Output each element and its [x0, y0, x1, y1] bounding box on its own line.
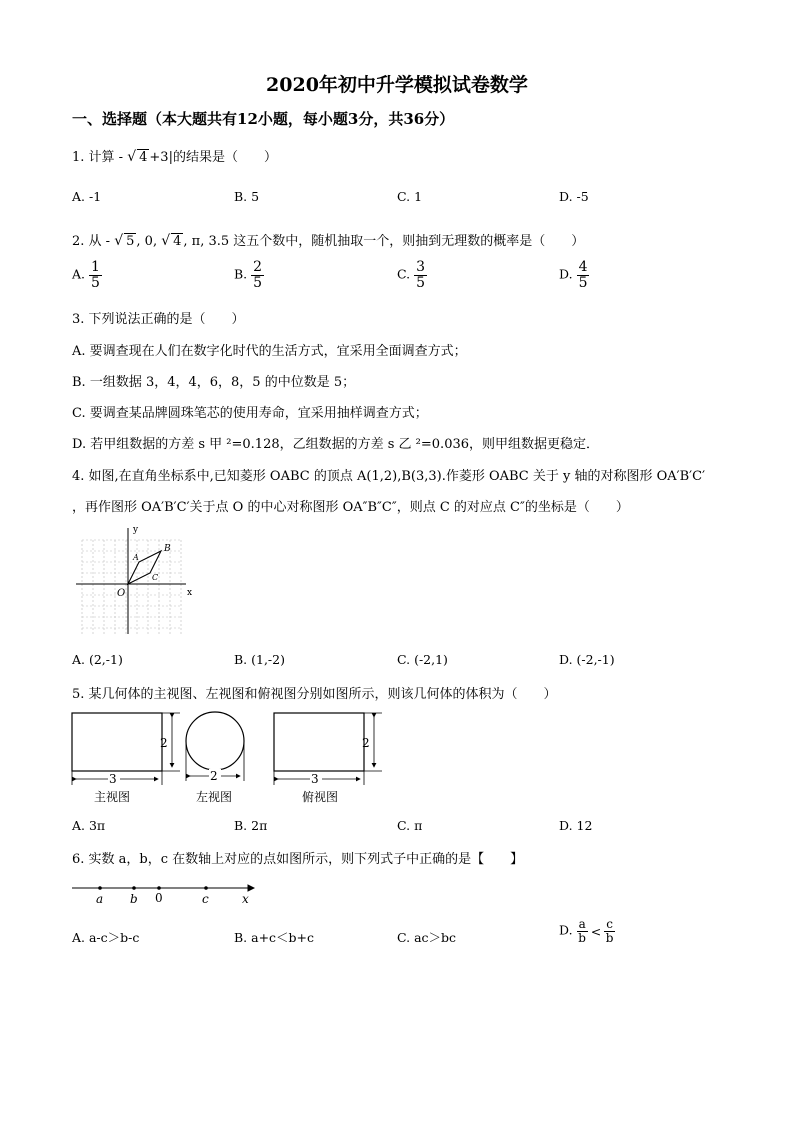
- front-height-label: 2: [160, 736, 168, 750]
- q2-radicand-1: 5: [126, 234, 135, 249]
- q3-option-b: B. 一组数据 3，4，4，6，8，5 的中位数是 5；: [72, 375, 356, 390]
- question-4-line-1: 4. 如图,在直角坐标系中,已知菱形 OABC 的顶点 A(1,2),B(3,3).作菱形 OABC 关于 y 轴的对称图形 OA′B′C′: [72, 469, 706, 484]
- q6-option-d: D. $\frac{a}{b}$ < $\frac{c}{b}$: [559, 917, 614, 945]
- rhombus-coordinate-figure: [72, 522, 197, 638]
- q1-option-a: A. -1: [72, 189, 102, 204]
- point-a: [98, 886, 102, 890]
- label-x: x: [242, 892, 249, 906]
- radical-sign-icon: √: [161, 233, 171, 249]
- point-b: [132, 886, 136, 890]
- question-2-stem: [72, 230, 584, 249]
- page-title: 2020年初中升学模拟试卷数学: [266, 74, 528, 96]
- q2-option-a: A. $\frac{1}{5}$: [72, 259, 100, 291]
- q4-option-b: B. (1,-2): [234, 652, 285, 667]
- point-b-label: B: [164, 544, 171, 554]
- q4-option-a: A. (2,-1): [72, 652, 123, 667]
- q5-option-a: A. 3π: [72, 818, 106, 833]
- grid-lines: [82, 540, 181, 634]
- label-a: a: [96, 892, 104, 906]
- q6-option-b: B. a+c＜b+c: [234, 930, 315, 945]
- q6-option-c: C. ac＞bc: [397, 930, 457, 945]
- q6-option-a: A. a-c＞b-c: [72, 930, 140, 945]
- q2-option-c: C. $\frac{3}{5}$: [397, 259, 426, 291]
- question-5-stem: 5. 某几何体的主视图、左视图和俯视图分别如图所示，则该几何体的体积为（ ）: [72, 687, 557, 702]
- q1-option-b: B. 5: [234, 189, 260, 204]
- radical-sign-icon: √: [127, 149, 137, 165]
- front-width-label: 3: [109, 772, 117, 786]
- front-view-caption: 主视图: [94, 790, 131, 804]
- top-width-label: 3: [311, 772, 319, 786]
- q1-pre: 1. 计算 -: [72, 150, 128, 165]
- question-6-stem: 6. 实数 a，b，c 在数轴上对应的点如图所示，则下列式子中正确的是【 】: [72, 852, 524, 867]
- three-view-figure: [68, 707, 386, 807]
- q1-option-c: C. 1: [397, 189, 423, 204]
- q1-radicand: 4: [139, 150, 148, 165]
- q3-option-d: D. 若甲组数据的方差 s 甲 ²=0.128，乙组数据的方差 s 乙 ²=0.036，则甲组数据更稳定．: [72, 437, 600, 452]
- front-view-rect: [72, 713, 162, 771]
- q5-option-b: B. 2π: [234, 818, 268, 833]
- top-view-rect: [274, 713, 364, 771]
- left-diameter-label: 2: [210, 769, 218, 783]
- q2-radicand-2: 4: [173, 234, 182, 249]
- q5-option-d: D. 12: [559, 818, 593, 833]
- label-b: b: [130, 892, 138, 906]
- question-1-stem: [72, 146, 277, 165]
- x-axis-label: x: [187, 588, 193, 598]
- label-zero: 0: [155, 891, 163, 905]
- q3-option-c: C. 要调查某品牌圆珠笔芯的使用寿命，宜采用抽样调查方式；: [72, 406, 428, 421]
- point-a-label: A: [133, 553, 139, 562]
- q2-option-b: B. $\frac{2}{5}$: [234, 259, 263, 291]
- radical-sign-icon: √: [114, 233, 124, 249]
- question-4-line-2: ，再作图形 OA′B′C′关于点 O 的中心对称图形 OA″B″C″，则点 C 的对应点 C″的坐标是（ ）: [72, 500, 629, 515]
- q3-option-a: A. 要调查现在人们在数字化时代的生活方式，宜采用全面调查方式；: [72, 344, 467, 359]
- top-view-caption: 俯视图: [302, 790, 339, 804]
- q1-post: +3|的结果是（ ）: [149, 150, 277, 165]
- y-axis-label: y: [133, 525, 139, 535]
- left-view-circle: [186, 712, 244, 770]
- left-view-caption: 左视图: [196, 790, 233, 804]
- number-line-figure: [70, 875, 265, 909]
- q5-option-c: C. π: [397, 818, 423, 833]
- question-3-stem: 3. 下列说法正确的是（ ）: [72, 312, 245, 327]
- origin-label: O: [117, 588, 126, 599]
- q2-post: , π, 3.5 这五个数中，随机抽取一个，则抽到无理数的概率是（ ）: [183, 234, 585, 249]
- q1-option-d: D. -5: [559, 189, 589, 204]
- top-height-label: 2: [362, 736, 370, 750]
- point-c-label: C: [152, 573, 159, 582]
- q2-mid: , 0,: [136, 234, 162, 249]
- q4-option-c: C. (-2,1): [397, 652, 448, 667]
- q2-option-d: D. $\frac{4}{5}$: [559, 259, 588, 291]
- q2-pre: 2. 从 -: [72, 234, 115, 249]
- q4-option-d: D. (-2,-1): [559, 652, 615, 667]
- point-c: [204, 886, 208, 890]
- section-heading: 一、选择题（本大题共有12小题，每小题3分，共36分）: [72, 110, 455, 128]
- label-c: c: [202, 892, 209, 906]
- point-zero: [157, 886, 161, 890]
